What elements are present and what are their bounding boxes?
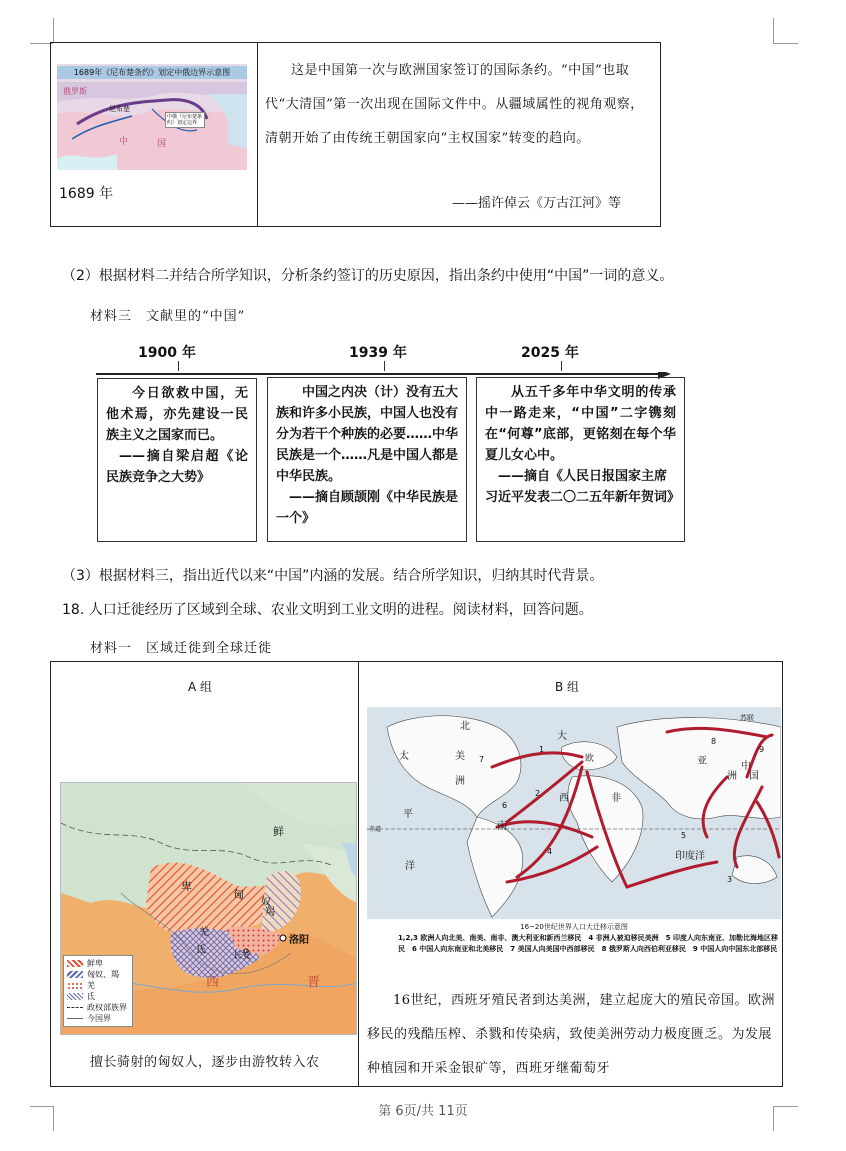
map-label: 平	[403, 809, 413, 820]
table-divider	[358, 662, 359, 1086]
legend-item: 今国界	[67, 1013, 129, 1024]
table-year: 1689 年	[59, 186, 114, 202]
map-label: 赤道	[369, 826, 382, 833]
map-label: 洲	[455, 776, 465, 787]
timeline-box-text: 中国之内决（计）没有五大族和许多小民族，中国人也没有分为若干个种族的必要……中华民族是一个……凡是中国人都是中华民族。	[276, 385, 459, 484]
route-number: 3	[727, 875, 733, 884]
route-number: 4	[547, 847, 553, 856]
group-b-map	[367, 707, 781, 919]
map-label: 羌	[199, 927, 209, 938]
group-b-title: B 组	[555, 680, 580, 694]
map-label: 尼布楚	[109, 105, 130, 113]
timeline-box-source: ——摘自梁启超《论民族竞争之大势》	[106, 449, 248, 485]
map-label: 欧	[585, 754, 595, 764]
timeline-year: 1939 年	[349, 345, 407, 361]
route-number: 7	[479, 755, 485, 764]
question-2: （2）根据材料二并结合所学知识，分析条约签订的历史原因，指出条约中使用“中国”一词的意义。	[62, 268, 674, 284]
route-number: 6	[502, 801, 508, 810]
map-label: 鲜	[273, 825, 284, 838]
route-number: 8	[711, 737, 717, 746]
map-label: 印度洋	[675, 851, 705, 862]
map-label: 大	[557, 731, 567, 742]
timeline-box-1939	[267, 377, 467, 542]
map-label: 氐	[196, 945, 206, 956]
map-label: 西	[206, 975, 220, 990]
timeline-tick	[561, 361, 562, 371]
timeline-box-2025	[476, 377, 685, 542]
map-label: 西	[559, 793, 569, 804]
map-label: 羯	[265, 907, 275, 918]
crop-mark	[773, 43, 798, 44]
map-label: 卑	[181, 880, 192, 893]
group-a-map	[60, 782, 357, 1035]
crop-mark	[53, 18, 54, 43]
route-number: 1	[539, 745, 545, 754]
group-b-text: 16世纪，西班牙殖民者到达美洲，建立起庞大的殖民帝国。欧洲移民的残酷压榨、杀戮和传染病，致使美洲劳动力极度匮乏。为发展种植园和开采金银矿等，西班牙继葡萄牙	[367, 993, 776, 1076]
timeline-box-source: ——摘自《人民日报国家主席习近平发表二〇二五年新年贺词》	[485, 469, 681, 505]
material3-title: 材料三 文献里的“中国”	[90, 309, 246, 324]
map-label: 中	[741, 761, 751, 772]
migration-routes	[367, 707, 781, 919]
timeline-box-1900	[97, 378, 257, 542]
legend-item: 匈奴、羯	[67, 969, 129, 980]
legend-item: 羌	[67, 980, 129, 991]
map-label: 中	[119, 137, 129, 147]
material1-title: 材料一 区域迁徙到全球迁徙	[90, 641, 273, 656]
route-number: 2	[535, 789, 541, 798]
timeline-tick	[384, 361, 385, 371]
timeline-box-text: 今日欲救中国，无他术焉，亦先建设一民族主义之国家而已。	[106, 386, 248, 443]
group-b-map-caption: 16~20世纪世界人口大迁移示意图	[520, 923, 628, 931]
group-a-legend	[63, 955, 133, 1027]
map-label: 匈	[233, 888, 244, 901]
map-label: 苏联	[740, 714, 754, 722]
page-footer: 第 6页/共 11页	[378, 1104, 468, 1119]
map-label: 洲	[727, 771, 737, 782]
map-label-city: 长安	[233, 951, 252, 961]
map-label: 美	[455, 751, 465, 762]
map-caption-banner: 1689年《尼布楚条约》划定中俄边界示意图	[57, 66, 247, 79]
timeline-box-text: 从五千多年中华文明的传承中一路走来，“中国”二字镌刻在“何尊”底部，更铭刻在每个华夏儿女心中。	[485, 385, 676, 463]
nerchinsk-map	[57, 64, 247, 170]
map-label: 南	[497, 821, 507, 832]
question-18: 18. 人口迁徙经历了区域到全球、农业文明到工业文明的进程。阅读材料，回答问题。	[62, 602, 593, 618]
map-label: 非	[611, 793, 621, 804]
map-label: 洋	[405, 861, 415, 872]
map-label: 俄罗斯	[63, 87, 87, 96]
table-text: 这是中国第一次与欧洲国家签订的国际条约。“中国”也取代“大清国”第一次出现在国际文件中。从疆域属性的视角观察，清朝开始了由传统王朝国家向“主权国家”转变的趋向。	[265, 63, 644, 146]
map-label-city: 洛阳	[289, 935, 309, 946]
map-label: 晋	[307, 975, 321, 990]
timeline-tick	[178, 361, 179, 371]
question-3: （3）根据材料三，指出近代以来“中国”内涵的发展。结合所学知识，归纳其时代背景。	[62, 568, 604, 584]
map-label: 国	[157, 139, 167, 149]
group-a-title: A 组	[188, 680, 213, 694]
map-label: 太	[399, 751, 409, 762]
group-b-map-legend: 1,2,3 欧洲人向北美、南美、南非、澳大利亚和新西兰移民 4 非洲人被迫移民美洲 5 印度人向东南亚、加勒比海地区移民 6 中国人向东南亚和北美移民 7 美国人向美国中西部移民 8 俄罗斯人向西伯利亚移民 9 中国人向中国东北部移民	[398, 934, 778, 953]
table-source: ——摇许倬云《万古江河》等	[452, 196, 622, 211]
legend-item: 政权部族界	[67, 1002, 129, 1013]
legend-item: 氐	[67, 991, 129, 1002]
timeline-year: 1900 年	[138, 345, 196, 361]
map-label: 奴	[261, 897, 271, 908]
timeline-box-source: ——摘自顾颉刚《中华民族是一个》	[276, 490, 459, 526]
map-label: 北	[460, 721, 470, 732]
legend-item: 鲜卑	[67, 958, 129, 969]
map-label: 亚	[697, 756, 707, 767]
crop-mark	[773, 18, 774, 43]
group-a-text: 擅长骑射的匈奴人，逐步由游牧转入农	[90, 1055, 320, 1070]
table-divider	[257, 43, 258, 226]
timeline-year: 2025 年	[521, 345, 579, 361]
nerchinsk-map-drawing	[57, 64, 247, 170]
map-label: 中俄《尼布楚条约》划定边界	[165, 112, 205, 128]
route-number: 9	[759, 745, 765, 754]
map-label: 国	[749, 771, 759, 782]
route-number: 5	[681, 831, 687, 840]
